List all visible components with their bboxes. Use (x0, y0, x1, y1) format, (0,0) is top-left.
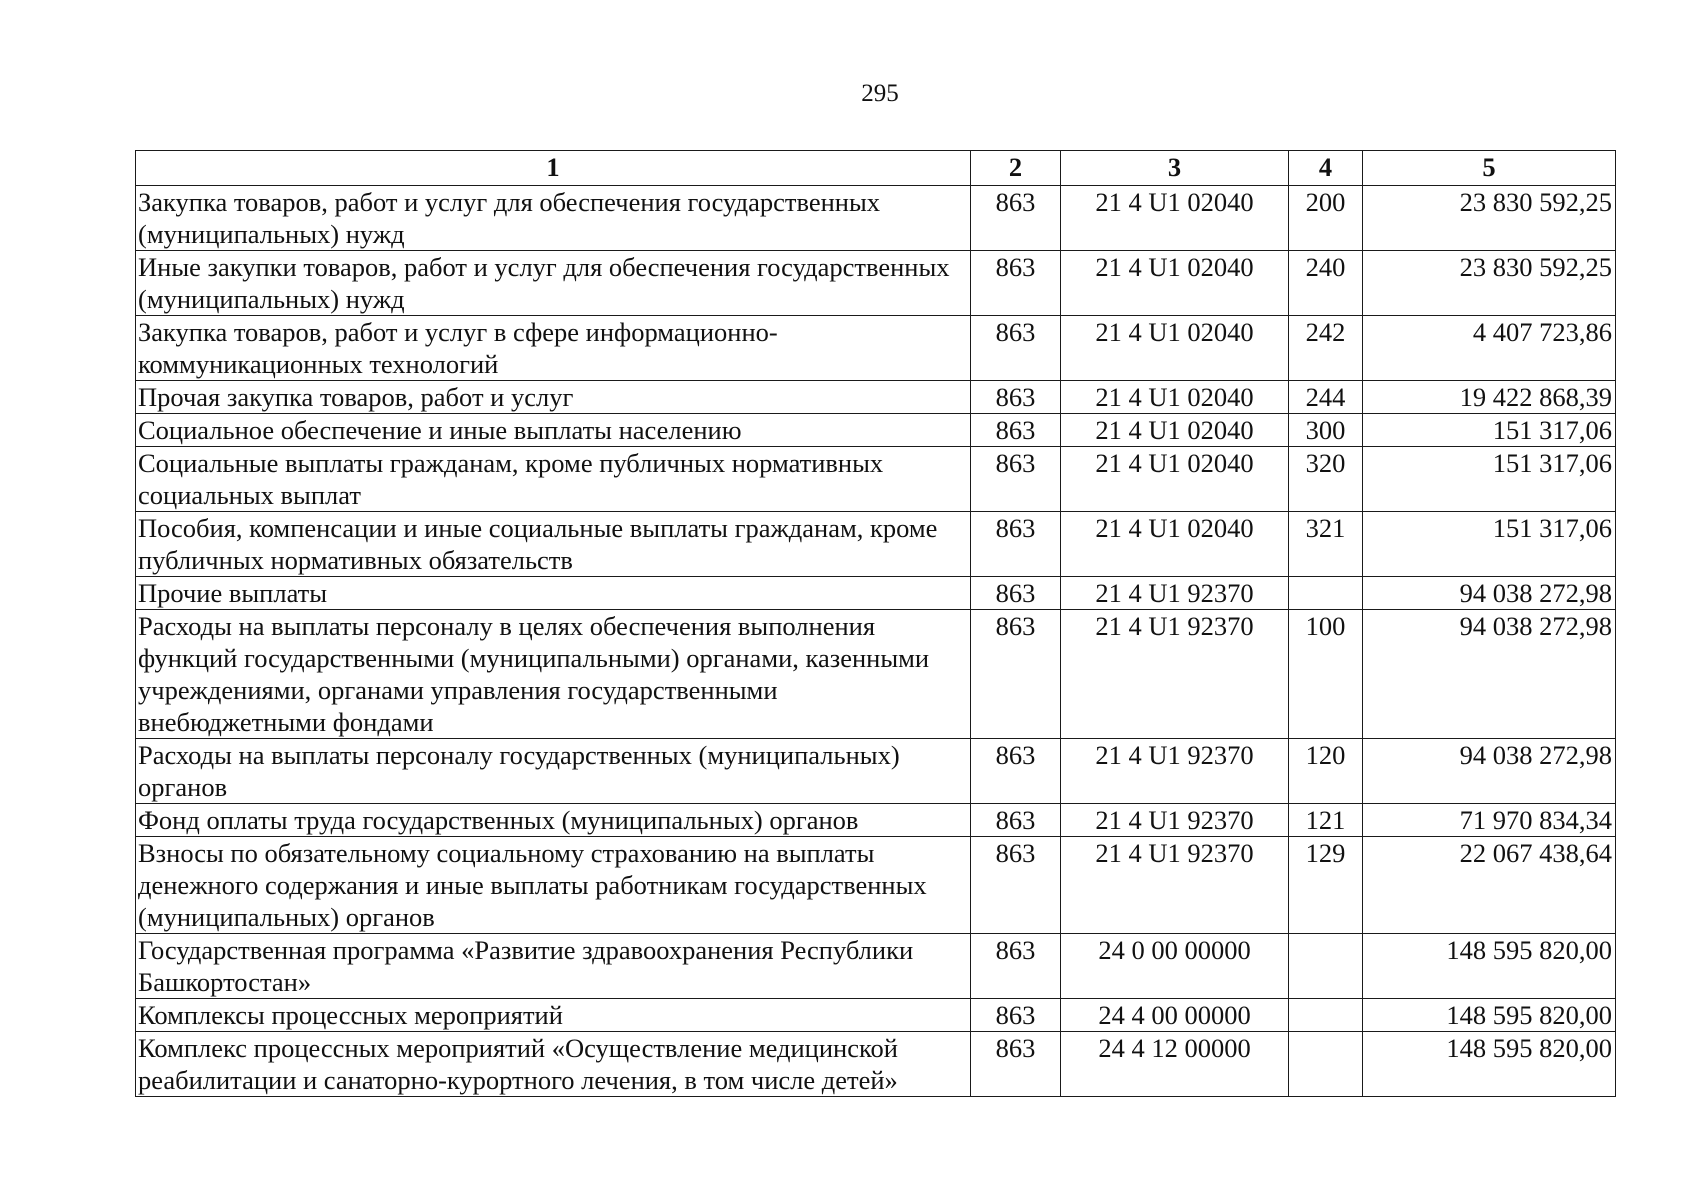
cell-sum: 94 038 272,98 (1363, 610, 1616, 739)
cell-name: Прочая закупка товаров, работ и услуг (136, 381, 971, 414)
cell-name: Фонд оплаты труда государственных (муниципальных) органов (136, 804, 971, 837)
cell-ministry: 863 (971, 739, 1061, 804)
cell-kind: 321 (1289, 512, 1363, 577)
cell-kind (1289, 1032, 1363, 1097)
cell-target: 21 4 U1 92370 (1061, 837, 1289, 934)
cell-target: 21 4 U1 02040 (1061, 316, 1289, 381)
cell-kind: 240 (1289, 251, 1363, 316)
header-sum: 5 (1363, 151, 1616, 186)
table-row (136, 414, 1616, 447)
cell-target: 24 0 00 00000 (1061, 934, 1289, 999)
cell-sum: 151 317,06 (1363, 414, 1616, 447)
cell-target: 21 4 U1 02040 (1061, 414, 1289, 447)
cell-target: 21 4 U1 92370 (1061, 610, 1289, 739)
cell-name: Государственная программа «Развитие здравоохранения Республики Башкортостан» (136, 934, 971, 999)
cell-ministry: 863 (971, 999, 1061, 1032)
cell-target: 24 4 12 00000 (1061, 1032, 1289, 1097)
cell-sum: 148 595 820,00 (1363, 934, 1616, 999)
cell-sum: 19 422 868,39 (1363, 381, 1616, 414)
cell-ministry: 863 (971, 804, 1061, 837)
cell-kind: 100 (1289, 610, 1363, 739)
table-row (136, 381, 1616, 414)
cell-kind: 120 (1289, 739, 1363, 804)
table-row (136, 512, 1616, 577)
cell-ministry: 863 (971, 837, 1061, 934)
page-number: 295 (861, 80, 899, 107)
cell-sum: 22 067 438,64 (1363, 837, 1616, 934)
cell-kind (1289, 934, 1363, 999)
cell-ministry: 863 (971, 512, 1061, 577)
cell-target: 21 4 U1 92370 (1061, 739, 1289, 804)
cell-ministry: 863 (971, 1032, 1061, 1097)
cell-sum: 151 317,06 (1363, 512, 1616, 577)
cell-name: Расходы на выплаты персоналу в целях обеспечения выполнения функций государственными (муниципальными) органами, казенными учреждениями, органами управления государственными внебюджетными фондами (136, 610, 971, 739)
cell-ministry: 863 (971, 577, 1061, 610)
cell-name: Прочие выплаты (136, 577, 971, 610)
cell-target: 21 4 U1 92370 (1061, 577, 1289, 610)
cell-target: 21 4 U1 02040 (1061, 512, 1289, 577)
cell-kind: 244 (1289, 381, 1363, 414)
table-row (136, 251, 1616, 316)
table-row (136, 999, 1616, 1032)
cell-ministry: 863 (971, 381, 1061, 414)
cell-kind: 200 (1289, 186, 1363, 251)
table-body (136, 186, 1616, 1097)
cell-name: Иные закупки товаров, работ и услуг для обеспечения государственных (муниципальных) нужд (136, 251, 971, 316)
budget-table (135, 150, 1616, 1097)
header-kind: 4 (1289, 151, 1363, 186)
cell-ministry: 863 (971, 186, 1061, 251)
cell-name: Расходы на выплаты персоналу государственных (муниципальных) органов (136, 739, 971, 804)
cell-name: Комплекс процессных мероприятий «Осуществление медицинской реабилитации и санаторно-курортного лечения, в том числе детей» (136, 1032, 971, 1097)
cell-kind (1289, 999, 1363, 1032)
cell-name: Социальное обеспечение и иные выплаты населению (136, 414, 971, 447)
cell-ministry: 863 (971, 251, 1061, 316)
cell-kind (1289, 577, 1363, 610)
cell-ministry: 863 (971, 447, 1061, 512)
cell-sum: 148 595 820,00 (1363, 999, 1616, 1032)
cell-name: Закупка товаров, работ и услуг для обеспечения государственных (муниципальных) нужд (136, 186, 971, 251)
cell-ministry: 863 (971, 610, 1061, 739)
cell-kind: 121 (1289, 804, 1363, 837)
cell-name: Пособия, компенсации и иные социальные выплаты гражданам, кроме публичных нормативных обязательств (136, 512, 971, 577)
cell-target: 21 4 U1 02040 (1061, 251, 1289, 316)
cell-sum: 23 830 592,25 (1363, 186, 1616, 251)
table-row (136, 577, 1616, 610)
header-ministry: 2 (971, 151, 1061, 186)
cell-kind: 320 (1289, 447, 1363, 512)
cell-target: 24 4 00 00000 (1061, 999, 1289, 1032)
cell-ministry: 863 (971, 316, 1061, 381)
cell-kind: 300 (1289, 414, 1363, 447)
cell-target: 21 4 U1 02040 (1061, 186, 1289, 251)
table-row (136, 447, 1616, 512)
cell-kind: 242 (1289, 316, 1363, 381)
cell-sum: 94 038 272,98 (1363, 577, 1616, 610)
header-row (136, 151, 1616, 186)
cell-sum: 151 317,06 (1363, 447, 1616, 512)
cell-name: Социальные выплаты гражданам, кроме публичных нормативных социальных выплат (136, 447, 971, 512)
cell-name: Взносы по обязательному социальному страхованию на выплаты денежного содержания и иные выплаты работникам государственных (муниципальных) органов (136, 837, 971, 934)
table-row (136, 837, 1616, 934)
cell-sum: 4 407 723,86 (1363, 316, 1616, 381)
cell-name: Закупка товаров, работ и услуг в сфере информационно-коммуникационных технологий (136, 316, 971, 381)
cell-ministry: 863 (971, 414, 1061, 447)
cell-sum: 23 830 592,25 (1363, 251, 1616, 316)
table-row (136, 804, 1616, 837)
cell-ministry: 863 (971, 934, 1061, 999)
table-row (136, 316, 1616, 381)
cell-sum: 71 970 834,34 (1363, 804, 1616, 837)
cell-name: Комплексы процессных мероприятий (136, 999, 971, 1032)
cell-target: 21 4 U1 02040 (1061, 381, 1289, 414)
header-name: 1 (136, 151, 971, 186)
cell-sum: 148 595 820,00 (1363, 1032, 1616, 1097)
cell-kind: 129 (1289, 837, 1363, 934)
table-row (136, 739, 1616, 804)
header-target: 3 (1061, 151, 1289, 186)
cell-target: 21 4 U1 92370 (1061, 804, 1289, 837)
table-row (136, 1032, 1616, 1097)
cell-sum: 94 038 272,98 (1363, 739, 1616, 804)
cell-target: 21 4 U1 02040 (1061, 447, 1289, 512)
table-row (136, 186, 1616, 251)
table-row (136, 610, 1616, 739)
table-row (136, 934, 1616, 999)
